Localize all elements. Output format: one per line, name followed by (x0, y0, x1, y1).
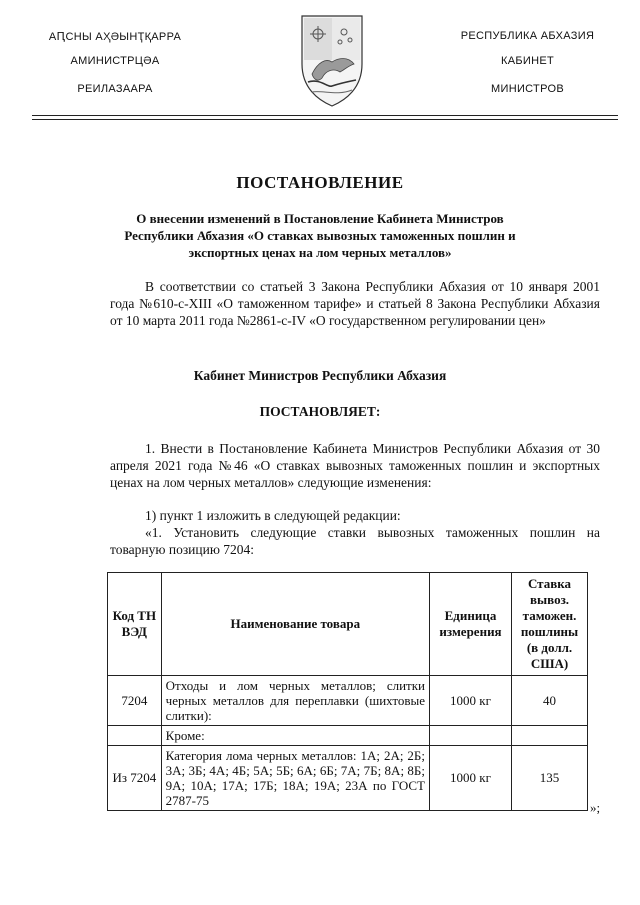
header-left-line-3: РЕИЛАЗААРА (77, 83, 153, 95)
row-duty-rate: 40 (512, 676, 588, 726)
row-code (108, 726, 162, 746)
row-code: Из 7204 (108, 746, 162, 811)
row-product-name: Отходы и лом черных металлов; слитки черных металлов для переплавки (шихтовые слитки): (161, 676, 429, 726)
header-right-line-3: МИНИСТРОВ (491, 83, 564, 95)
closing-quote: »; (590, 800, 601, 815)
header-divider-thick (32, 115, 618, 116)
table-row (108, 746, 588, 811)
table-row (108, 726, 588, 746)
item-1-paragraph: 1. Внести в Постановление Кабинета Министров Республики Абхазия от 30 апреля 2021 года №46 «О ставках вывозных таможенных пошлин и экспортных ценах на лом черных металлов» следующие изменения: (110, 441, 600, 490)
header-left-line-2: АМИНИСТРЦӘА (70, 55, 160, 67)
item-1-new-wording: «1. Установить следующие ставки вывозных таможенных пошлин на товарную позицию 7204: (110, 525, 600, 557)
table-header-row (108, 573, 588, 676)
row-code: 7204 (108, 676, 162, 726)
header-duty-rate: Ставка вывоз. таможен. пошлины (в долл. США) (512, 573, 588, 676)
document-subject: О внесении изменений в Постановление Кабинета Министров Республики Абхазия «О ставках вывозных таможенных пошлин и экспортных ценах на лом черных металлов» (124, 211, 516, 260)
header-right-line-2: КАБИНЕТ (501, 55, 554, 67)
row-unit: 1000 кг (430, 676, 512, 726)
item-1-subitem-1: 1) пункт 1 изложить в следующей редакции: (145, 508, 401, 523)
row-unit: 1000 кг (430, 746, 512, 811)
header-left-line-1: АԤСНЫ АҲӘЫНҬҚАРРА (48, 31, 182, 43)
header-right-line-1: РЕСПУБЛИКА АБХАЗИЯ (460, 30, 595, 42)
duty-rates-table (107, 572, 588, 811)
row-product-name: Категория лома черных металлов: 1А; 2А; 2Б; 3А; 3Б; 4А; 4Б; 5А; 5Б; 6А; 6Б; 7А; 7Б; 8А; 8Б; 9А; 10А; 17А; 17Б; 18А; 19А; 23А по ГОСТ 2787-75 (161, 746, 429, 811)
coat-of-arms-icon (298, 12, 366, 108)
header-code: Код ТН ВЭД (108, 573, 162, 676)
decree-heading: ПОСТАНОВЛЯЕТ: (259, 404, 381, 419)
header-product-name: Наименование товара (161, 573, 429, 676)
header-unit: Единица измерения (430, 573, 512, 676)
table-row (108, 676, 588, 726)
row-duty-rate (512, 726, 588, 746)
row-duty-rate: 135 (512, 746, 588, 811)
preamble-paragraph: В соответствии со статьей 3 Закона Республики Абхазия от 10 января 2001 года №610-с-XIII «О таможенном тарифе» и статьей 8 Закона Республики Абхазия от 10 марта 2011 года №2861-с-IV «О государственном регулировании цен» (110, 279, 600, 328)
header-divider-thin (32, 119, 618, 120)
row-unit (430, 726, 512, 746)
row-product-name: Кроме: (161, 726, 429, 746)
document-title: ПОСТАНОВЛЕНИЕ (236, 173, 404, 192)
issuing-authority: Кабинет Министров Республики Абхазия (193, 368, 447, 383)
